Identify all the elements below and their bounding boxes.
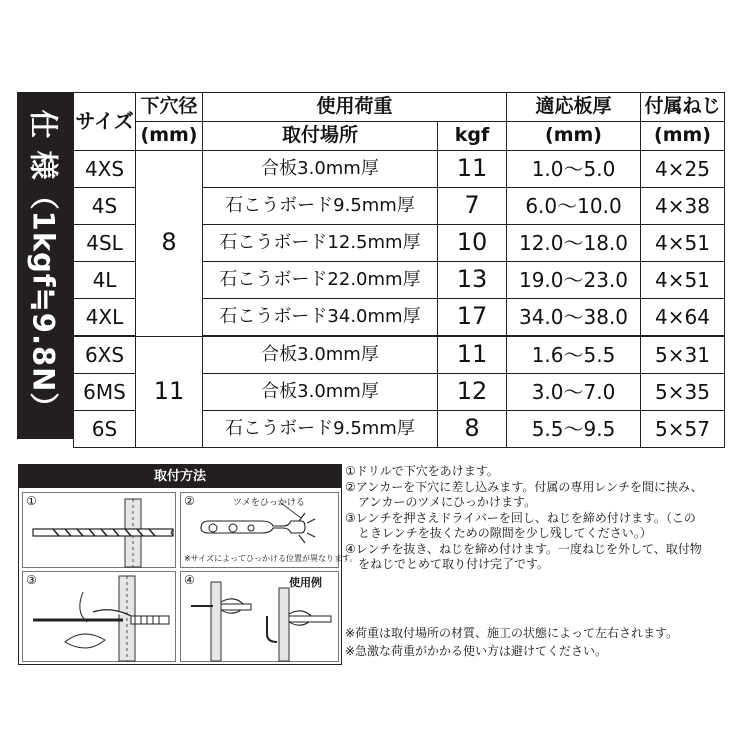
thickness-cell: 5.5〜9.5: [507, 411, 641, 448]
method-box: [18, 464, 358, 665]
step4-text-cont: をねじでとめて取り付け完了です。: [358, 557, 550, 571]
step2-number: ②: [184, 494, 195, 508]
hook-label: ツメをひっかける: [233, 498, 305, 508]
spec-table: [73, 92, 725, 448]
thickness-cell: 1.0〜5.0: [507, 151, 641, 188]
hook-note: ※サイズによってひっかける位置が異なります。: [184, 554, 358, 563]
step1-text: ①ドリルで下穴をあけます。: [345, 464, 499, 478]
thickness-cell: 19.0〜23.0: [507, 262, 641, 299]
hole-cell: 8: [136, 151, 203, 337]
step4-text: ④レンチを抜き、ねじを締め付けます。一度ねじを外して、取付物: [345, 541, 702, 556]
header-hole-unit: (mm): [136, 122, 203, 151]
kgf-cell: 8: [438, 411, 507, 448]
step4-illustration: [180, 571, 339, 662]
size-cell: 4XL: [74, 299, 136, 337]
place-cell: 石こうボード9.5mm厚: [203, 411, 438, 448]
kgf-cell: 11: [438, 151, 507, 188]
place-cell: 合板3.0mm厚: [203, 151, 438, 188]
step2-illustration: [180, 492, 358, 568]
method-steps: [345, 464, 737, 573]
screw-cell: 5×57: [641, 411, 725, 448]
thickness-cell: 1.6〜5.5: [507, 336, 641, 374]
step3-illustration: [22, 571, 176, 662]
header-load: 使用荷重: [203, 93, 507, 122]
header-thickness: 適応板厚: [507, 93, 641, 122]
place-cell: 石こうボード22.0mm厚: [203, 262, 438, 299]
drill-icon: [23, 493, 175, 567]
kgf-cell: 12: [438, 374, 507, 411]
screw-cell: 4×51: [641, 225, 725, 262]
screwdriver-icon: [23, 572, 175, 661]
kgf-cell: 17: [438, 299, 507, 337]
kgf-cell: 10: [438, 225, 507, 262]
header-size: サイズ: [74, 93, 136, 151]
place-cell: 石こうボード34.0mm厚: [203, 299, 438, 337]
header-hole: 下穴径: [136, 93, 203, 122]
step3-text-cont: ときレンチを抜くための隙間を少し残してください。）: [358, 526, 652, 540]
screw-cell: 4×64: [641, 299, 725, 337]
header-thickness-unit: (mm): [507, 122, 641, 151]
size-cell: 6MS: [74, 374, 136, 411]
kgf-cell: 13: [438, 262, 507, 299]
table-row: [74, 151, 725, 188]
header-screw: 付属ねじ: [641, 93, 725, 122]
step2-text: ②アンカーを下穴に差し込みます。付属の専用レンチを間に挟み、: [345, 479, 703, 494]
table-row: [74, 336, 725, 374]
screw-cell: 4×25: [641, 151, 725, 188]
size-cell: 4S: [74, 188, 136, 225]
usage-example-label: 使用例: [289, 576, 322, 589]
kgf-cell: 7: [438, 188, 507, 225]
place-cell: 合板3.0mm厚: [203, 374, 438, 411]
header-kgf: kgf: [438, 122, 507, 151]
note-item: ※急激な荷重がかかる使い方は避けてください。: [345, 644, 608, 658]
kgf-cell: 11: [438, 336, 507, 374]
size-cell: 4L: [74, 262, 136, 299]
step1-number: ①: [26, 494, 37, 508]
thickness-cell: 34.0〜38.0: [507, 299, 641, 337]
step3-text: ③レンチを押さえドライバーを回し、ねじを締め付けます。（この: [345, 510, 696, 525]
place-cell: 石こうボード12.5mm厚: [203, 225, 438, 262]
thickness-cell: 6.0〜10.0: [507, 188, 641, 225]
method-title: 取付方法: [19, 465, 341, 488]
size-cell: 6S: [74, 411, 136, 448]
screw-cell: 4×38: [641, 188, 725, 225]
place-cell: 石こうボード9.5mm厚: [203, 188, 438, 225]
size-cell: 4XS: [74, 151, 136, 188]
thickness-cell: 3.0〜7.0: [507, 374, 641, 411]
place-cell: 合板3.0mm厚: [203, 336, 438, 374]
notes: [345, 624, 678, 660]
screw-cell: 5×31: [641, 336, 725, 374]
step2-text-cont: アンカーのツメにひっかけます。: [358, 495, 537, 509]
step4-number: ④: [184, 573, 195, 587]
spec-side-label: [17, 92, 73, 439]
size-cell: 6XS: [74, 336, 136, 374]
size-cell: 4SL: [74, 225, 136, 262]
step1-illustration: [22, 492, 176, 568]
header-place: 取付場所: [203, 122, 438, 151]
thickness-cell: 12.0〜18.0: [507, 225, 641, 262]
spec-side-text: 仕 様（1kgf≒9.8N）: [26, 109, 61, 422]
step3-number: ③: [26, 573, 37, 587]
screw-cell: 5×35: [641, 374, 725, 411]
note-item: ※荷重は取付場所の材質、施工の状態によって左右されます。: [345, 626, 679, 640]
hole-cell: 11: [136, 336, 203, 448]
header-screw-unit: (mm): [641, 122, 725, 151]
screw-cell: 4×51: [641, 262, 725, 299]
